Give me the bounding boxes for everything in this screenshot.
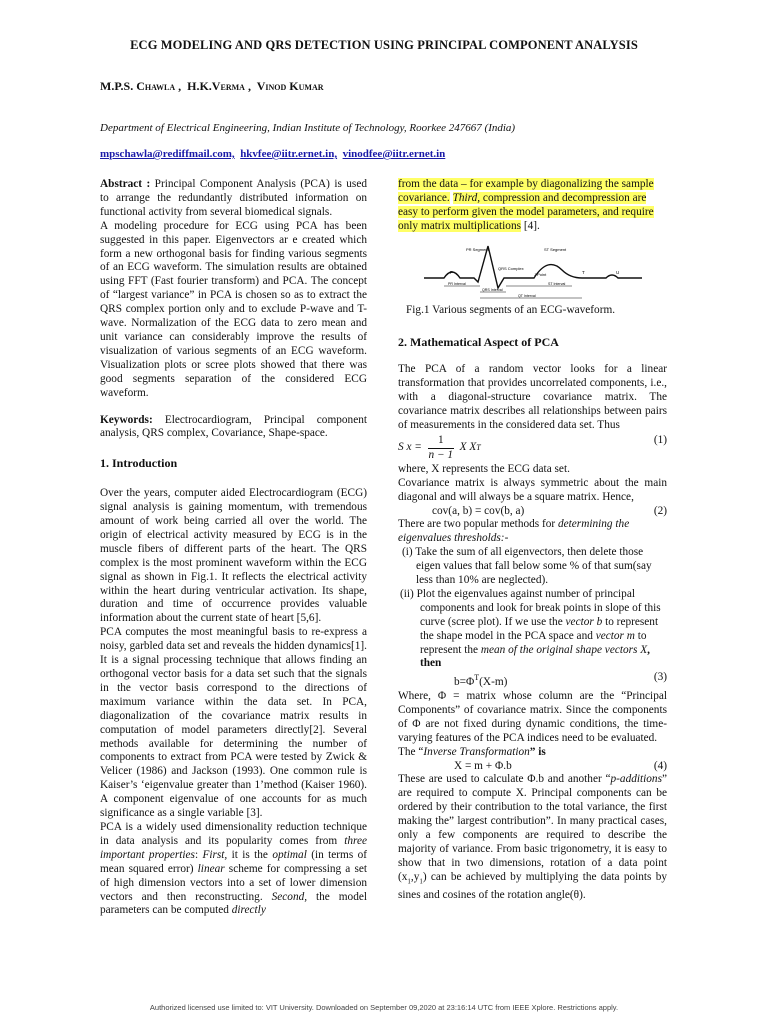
figure-caption: Fig.1 Various segments of an ECG-waveform. (406, 303, 616, 316)
author-list: M.P.S. Chawla , H.K.Verma , Vinod Kumar (100, 79, 324, 93)
abstract-p2: A modeling procedure for ECG using PCA has been suggested in this paper. Eigenvectors ar e created which form a new orthogonal basis for finding various segments of an ECG waveform. The simulation results are obtained using FFT (Fast fourier transform) and PCA. The concept of “largest variance” in PCA is chosen so as to extract the QRS complex portion only and to exclude P-wave and T-wave. Normalization of the ECG data to zero mean and unit variance can considerably improve the results of visualization of various segments of an ECG waveform. Visualization plots or scree plots showed that there was good segments separation of the considered ECG waveform. (100, 219, 367, 399)
equation-1: S x = $\frac{1}{n - 1}$ X X T (1) (398, 433, 667, 461)
fig-label-t: T (582, 269, 585, 275)
fig-label-j-point: J Point (534, 271, 547, 277)
license-footer: Authorized licensed use limited to: VIT University. Downloaded on September 09,2020 at 23:16:14 UTC from IEEE Xplore. Restrictions apply. (149, 1003, 619, 1012)
section2-p3: There are two popular methods for determining the eigenvalues thresholds:- (398, 518, 630, 545)
fig-label-st-segment: ST Segment (544, 246, 567, 252)
intro-p1: Over the years, computer aided Electrocardiogram (ECG) signal analysis is gaining momentum, with tremendous amount of work being carried all over the world. The origin of electrical activity measured by ECG is in the muscle fibers of different parts of the heart. The QRS complex is the most prominent waveform within the ECG signal as shown in Fig.1. It reflects the electrical activity within the heart during ventricular activation. Its shape, duration and time of occurrence provides valuable information about the current state of heart [5,6]. (100, 487, 367, 625)
intro-p3: PCA is a widely used dimensionality reduction technique in data analysis and its popularity comes from three important properties: First, it is the optimal (in terms of mean squared error) linear scheme for compressing a set of high dimension vectors into a set of lower dimension vectors and then reconstructing. Second, the model parameters can be computed directly (100, 820, 368, 917)
fig-label-u: U (616, 269, 620, 275)
equation-4: X = m + Φ.b (4) (454, 759, 667, 772)
right-column (398, 178, 667, 903)
fig-label-st-interval: ST Interval (548, 281, 566, 286)
keywords: Keywords: Electrocardiogram, Principal component analysis, QRS complex, Covariance, Shape-space. (100, 413, 367, 440)
email-link-2[interactable]: hkvfee@iitr.ernet.in, (240, 148, 338, 160)
author-1: M.P.S. Chawla (100, 79, 176, 93)
method-2: (ii) Plot the eigenvalues against number of principal components and look for break points in slope of this curve (scree plot). If we use the vector b to represent the shape model in the PCA space and vector m to represent the mean of the original shape vectors X, then (400, 587, 661, 670)
fig-label-qrs: QRS Complex (498, 265, 524, 271)
section2-p5: The “Inverse Transformation” is (398, 745, 546, 758)
ecg-figure (422, 240, 644, 300)
equation-3: $b=\Phi^T(X-m)$ (3) (454, 671, 667, 689)
email-list (100, 148, 445, 160)
equation-2: cov(a, b) = cov(b, a) (2) (432, 504, 667, 517)
fig-label-qt-interval: QT Interval (518, 293, 536, 298)
fig-label-pr-interval: PR Interval (448, 281, 466, 286)
abstract-p1: Abstract : Principal Component Analysis (PCA) is used to arrange the redundantly distributed information on functional activity from several biomedical signals. (100, 178, 367, 218)
paper-title: ECG MODELING AND QRS DETECTION USING PRINCIPAL COMPONENT ANALYSIS (130, 38, 638, 52)
highlighted-text: from the data – for example by diagonalizing the sample covariance. Third, compression and decompression are easy to perform given the model parameters, and require only matrix multiplications [4]. (398, 178, 654, 232)
ecg-waveform-diagram (422, 240, 644, 300)
author-2: H.K.Verma (187, 79, 245, 93)
section2-p4: Where, Φ = matrix whose column are the “Principal Components” of covariance matrix. Since the components of Φ are not fixed during dynamic conditions, the time-varying features of the PCA indices need to be evaluated. (398, 690, 667, 744)
author-3: Vinod Kumar (256, 79, 324, 93)
email-link-1[interactable]: mpschawla@rediffmail.com, (100, 148, 235, 160)
section2-p1: The PCA of a random vector looks for a linear transformation that provides uncorrelated components, i.e., with a diagonal-structure covariance matrix. The covariance matrix describes all relationships between pairs of measurements in the considered data set. Thus (398, 363, 667, 432)
fig-label-qrs-interval: QRS Interval (482, 287, 503, 292)
intro-heading: 1. Introduction (100, 456, 178, 471)
left-column (100, 178, 367, 918)
email-link-3[interactable]: vinodfee@iitr.ernet.in (342, 148, 446, 160)
where-1: where, X represents the ECG data set. (398, 462, 570, 475)
intro-p2: PCA computes the most meaningful basis to re-express a noisy, garbled data set and reveals the hidden dynamics[1]. It is a signal processing technique that allows finding an orthogonal vector basis for a data set such that the signals in the vector basis correspond to the directions of maximum variance within the data set. In PCA, diagonalization of the covariance matrix results in computation of model parameters directly[2]. Several methods available for determining the number of components to extract from PCA were tested by Zwick & Velicer (1986) and Jackson (1993). One common rule is Kaiser’s ‘eigenvalue greater than 1’method (Kaiser 1960). A component eigenvalue of one accounts for as much significance as a single variable [3]. (100, 626, 367, 820)
fig-label-pr-segment: PR Segment (466, 246, 489, 252)
affiliation: Department of Electrical Engineering, Indian Institute of Technology, Roorkee 247667 (India) (100, 122, 516, 134)
section2-p2: Covariance matrix is always symmetric about the main diagonal and will always be a square matrix. Hence, (398, 476, 667, 503)
section2-heading: 2. Mathematical Aspect of PCA (398, 334, 559, 349)
section2-p6: These are used to calculate Φ.b and another “p-additions” are required to compute X. Principal components can be ordered by their contribution to the total variance, the first making the” largest contribution”. In many practical cases, only a few components are required to describe the majority of variance. From basic trigonometry, it is easy to show that in two dimensions, rotation of a data point $(x_1,y_1)$ can be achieved by multiplying the data points by sines and cosines of the rotation angle(θ). (398, 773, 667, 901)
fig-label-p: P (450, 269, 454, 275)
method-1: (i) Take the sum of all eigenvectors, then delete those eigen values that fall below some % of that sum(say less than 10% are neglected). (402, 546, 652, 587)
